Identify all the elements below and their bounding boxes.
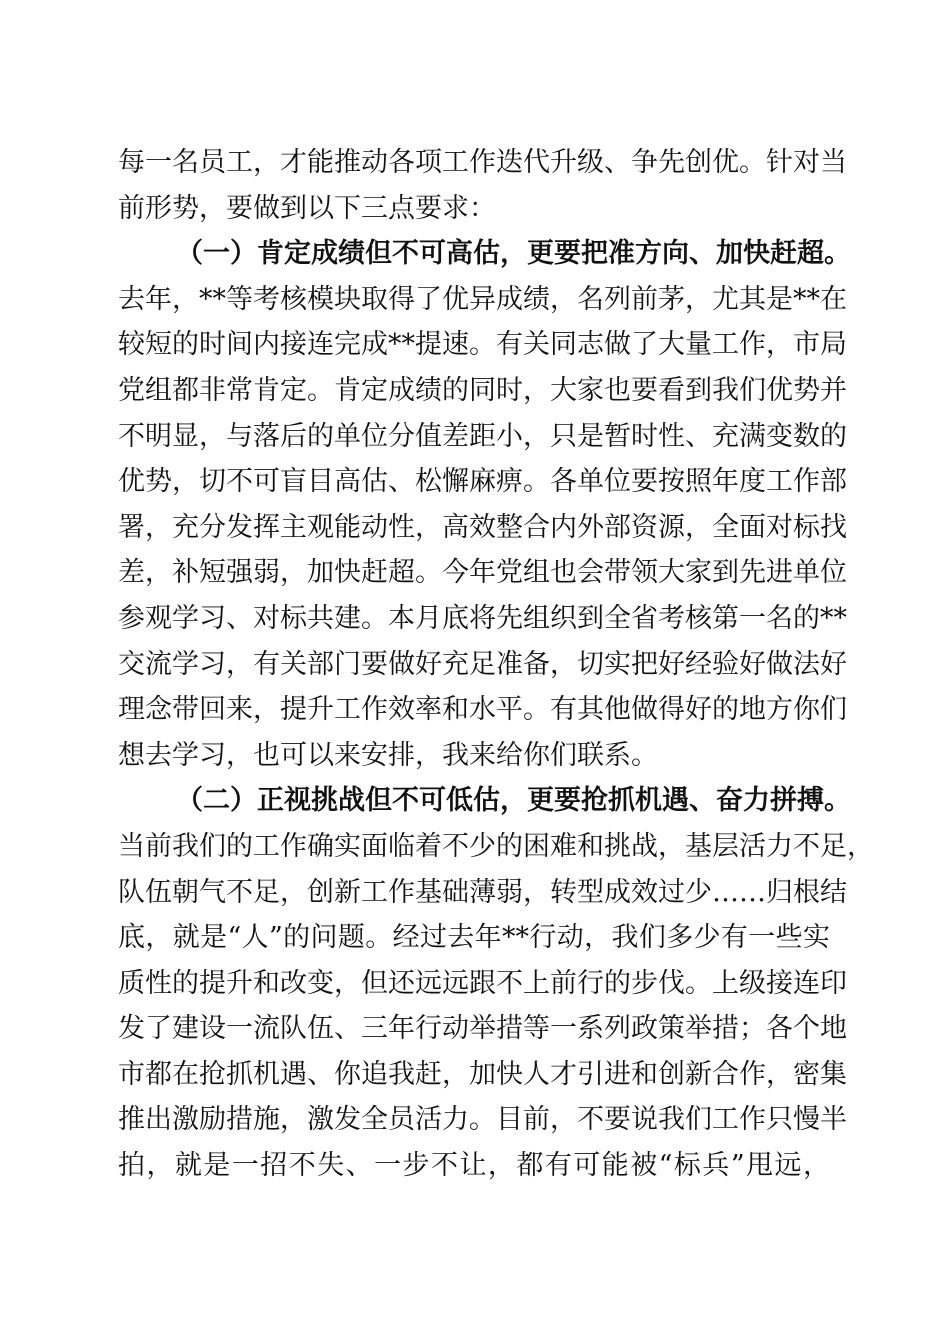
body-line: 不明显，与落后的单位分值差距小，只是暂时性、充满变数的 [118,420,847,452]
section-heading-1: （一）肯定成绩但不可高估，更要把准方向、加快赶超。 [176,238,851,270]
body-line: 市都在抢抓机遇、你追我赶，加快人才引进和创新合作，密集 [118,1058,847,1090]
body-line: 前形势，要做到以下三点要求： [118,192,496,224]
section-heading-2: （二）正视挑战但不可低估，更要抢抓机遇、奋力拼搏。 [176,785,851,817]
body-line: 党组都非常肯定。肯定成绩的同时，大家也要看到我们优势并 [118,374,847,406]
body-line: 质性的提升和改变，但还远远跟不上前行的步伐。上级接连印 [118,967,847,999]
body-line: 交流学习，有关部门要做好充足准备，切实把好经验好做法好 [118,648,847,680]
body-line: 发了建设一流队伍、三年行动举措等一系列政策举措；各个地 [118,1013,847,1045]
body-line: 差，补短强弱，加快赶超。今年党组也会带领大家到先进单位 [118,557,847,589]
body-line: 参观学习、对标共建。本月底将先组织到全省考核第一名的** [118,602,847,634]
body-line: 当前我们的工作确实面临着不少的困难和挑战，基层活力不足， [118,830,874,862]
body-line: 署，充分发挥主观能动性，高效整合内外部资源，全面对标找 [118,511,847,543]
body-line: 每一名员工，才能推动各项工作迭代升级、争先创优。针对当 [118,147,847,178]
body-line: 底，就是“人”的问题。经过去年**行动，我们多少有一些实 [118,922,830,954]
body-line: 推出激励措施，激发全员活力。目前，不要说我们工作只慢半 [118,1104,847,1136]
document-body [118,140,874,1189]
body-line: 队伍朝气不足，创新工作基础薄弱，转型成效过少……归根结 [118,876,847,908]
body-line: 拍，就是一招不失、一步不让，都有可能被“标兵”甩远， [118,1150,830,1182]
body-line: 去年，**等考核模块取得了优异成绩，名列前茅，尤其是**在 [118,283,847,315]
body-line: 优势，切不可盲目高估、松懈麻痹。各单位要按照年度工作部 [118,466,847,498]
body-line: 较短的时间内接连完成**提速。有关同志做了大量工作，市局 [118,329,847,361]
body-line: 想去学习，也可以来安排，我来给你们联系。 [118,739,658,771]
body-line: 理念带回来，提升工作效率和水平。有其他做得好的地方你们 [118,694,847,726]
